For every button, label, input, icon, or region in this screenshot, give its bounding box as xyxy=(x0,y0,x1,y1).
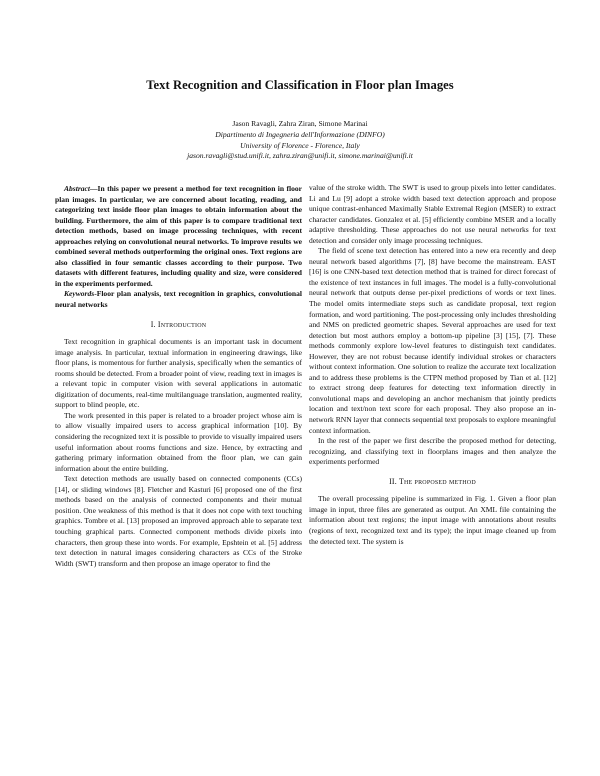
author-university: University of Florence - Florence, Italy xyxy=(240,140,360,150)
abstract xyxy=(55,184,302,289)
abstract-label: Abstract xyxy=(64,184,90,193)
keywords-text: -Floor plan analysis, text recognition in graphics, convolutional neural networks xyxy=(55,289,302,310)
paper-title: Text Recognition and Classification in Floor plan Images xyxy=(146,78,454,92)
paragraph: value of the stroke width. The SWT is used to group pixels into letter candidates. Li and Lu [9] adopt a stroke width based text detection approach and propose unique contrast-enhanced Maximally Stable Extremal Region (MSER) to extract character candidates. Gonzalez et al. [5] efficiently combine MSER and a locally adaptive thresholding. These approaches do not use neural networks for text detection and consider only image processing techniques. xyxy=(309,183,556,245)
right-column xyxy=(309,183,556,547)
left-column xyxy=(55,184,302,569)
keywords xyxy=(55,289,302,310)
paragraph: Text recognition in graphical documents is an important task in document image analysis. In particular, textual information in engineering drawings, like floor plans, is momentous for further analysis, specifically when the semantics of rooms should be detected. From a broader point of view, reading text in images is a relevant topic in computer vision with several applications in automatic digitization of documents, real-time multilanguage translation, augmented reality, support to blind people, etc. xyxy=(55,337,302,410)
paragraph: The work presented in this paper is related to a broader project whose aim is to allow visually impaired users to access graphical information [10]. By considering the recognized text it is possible to provide to visually impaired users useful information about rooms functions and size. Hence, by extracting and gathering primary information obtained from the floor plan, we can gain information about the entire building. xyxy=(55,410,302,473)
abstract-text: —In this paper we present a method for text recognition in floor plan images. In particular, we are concerned about locating, reading, and categorizing text inside floor plan images to obtain information about the building. Furthermore, the aim of this paper is to compare traditional text detection methods, based on image processing techniques, with recent approaches relying on convolutional neural networks. To improve results we combined several methods outperforming the original ones. Text regions are also classified in four semantic classes according to their purpose. Two datasets with different features, including quality and size, were considered in the experiments performed. xyxy=(55,184,302,288)
keywords-label: Keywords xyxy=(64,289,95,299)
section-heading-proposed-method: II. The proposed method xyxy=(389,476,476,486)
author-department: Dipartimento di Ingegneria dell'Informazione (DINFO) xyxy=(215,129,385,139)
author-emails: jason.ravagli@stud.unifi.it, zahra.ziran@unifi.it, simone.marinai@unifi.it xyxy=(187,151,413,161)
paragraph: Text detection methods are usually based on connected components (CCs) [14], or sliding windows [8]. Fletcher and Kasturi [6] proposed one of the first methods based on the analysis of connected components and their mutual position. One weakness of this method is that it does not cope with text touching graphics. Tombre et al. [13] proposed an improved approach able to separate text touching graphical parts. Connected component methods divide pixels into characters, then group these into words. For example, Epshtein et al. [5] address text detection in natural images considering characters as CCs of the Stroke Width (SWT) transform and then propose an image operator to find the xyxy=(55,474,302,568)
author-names: Jason Ravagli, Zahra Ziran, Simone Marinai xyxy=(232,119,368,128)
section-heading-introduction: I. Introduction xyxy=(150,319,207,329)
paragraph: In the rest of the paper we first describe the proposed method for detecting, recognizing, and classifying text in floorplans images and then analyze the experiments performed xyxy=(309,436,556,467)
paragraph: The field of scene text detection has entered into a new era recently and deep neural network based algorithms [7], [8] have become the mainstream. EAST [16] is one CNN-based text detection method that is trained for direct forecast of the existence of text instances in full images. The model is a fully-convolutional neural network that outputs dense per-pixel predictions of words or text lines. The model omits intermediate steps such as candidate proposal, text region formation, and word partitioning. The post-processing only includes thresholding and NMS on predicted geometric shapes. Several approaches are used for text detection but most authors employ a bottom-up pipeline [3] [15], [7]. These methods commonly explore low-level features to distinguish text candidates. However, they are not robust because identify individual strokes or characters without context information. One solution to realize the accurate text localization and to address these problems is the CTPN method proposed by Tian et al. [12] to extract strong deep features for detecting text information directly in convolutional maps and developing an anchor mechanism that jointly predicts location and text/non text score for each proposal. They also propose an in-network RNN layer that connects sequential text proposals to explore meaningful context information. xyxy=(309,246,556,435)
paragraph: The overall processing pipeline is summarized in Fig. 1. Given a floor plan image in input, three files are generated as output. An XML file containing the information about text regions; the input image with annotations about results (regions of text, recognized text and its type); the input image cleaned up from the detected text. The system is xyxy=(309,494,556,546)
author-block xyxy=(0,119,600,162)
